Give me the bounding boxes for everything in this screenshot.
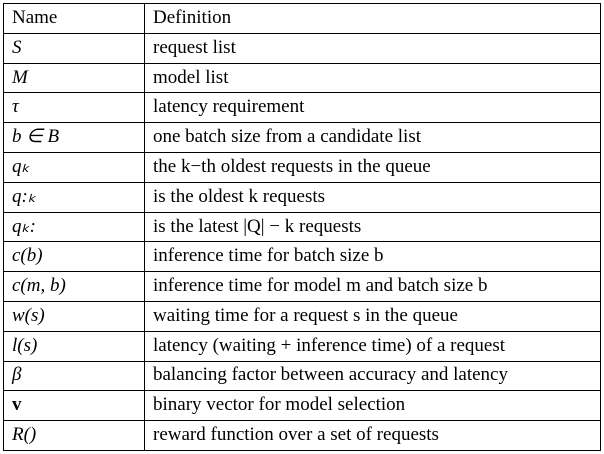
- symbol-cell: b ∈ B: [4, 123, 145, 153]
- definition-cell: binary vector for model selection: [145, 391, 601, 421]
- table-row: [4, 242, 601, 272]
- table-row: [4, 33, 601, 63]
- table-row: [4, 361, 601, 391]
- symbol-cell: β: [4, 361, 145, 391]
- definition-cell: balancing factor between accuracy and latency: [145, 361, 601, 391]
- symbol-cell: q:ₖ: [4, 182, 145, 212]
- symbol-cell: c(b): [4, 242, 145, 272]
- definition-cell: inference time for batch size b: [145, 242, 601, 272]
- symbol-cell: l(s): [4, 331, 145, 361]
- symbol-cell: c(m, b): [4, 272, 145, 302]
- definition-cell: the k−th oldest requests in the queue: [145, 152, 601, 182]
- definition-cell: one batch size from a candidate list: [145, 123, 601, 153]
- definition-cell: is the latest |Q| − k requests: [145, 212, 601, 242]
- table-row: [4, 421, 601, 451]
- column-header-definition: Definition: [145, 4, 601, 34]
- table-row: [4, 182, 601, 212]
- symbol-cell: qₖ: [4, 152, 145, 182]
- symbol-cell: τ: [4, 93, 145, 123]
- definition-cell: latency requirement: [145, 93, 601, 123]
- definition-cell: is the oldest k requests: [145, 182, 601, 212]
- definition-cell: request list: [145, 33, 601, 63]
- definition-cell: reward function over a set of requests: [145, 421, 601, 451]
- symbol-cell: S: [4, 33, 145, 63]
- column-header-name: Name: [4, 4, 145, 34]
- notation-table: [3, 3, 601, 451]
- table-row: [4, 331, 601, 361]
- table-row: [4, 63, 601, 93]
- table-row: [4, 391, 601, 421]
- table-row: [4, 93, 601, 123]
- table-row: [4, 301, 601, 331]
- definition-cell: model list: [145, 63, 601, 93]
- definition-cell: waiting time for a request s in the queue: [145, 301, 601, 331]
- table-row: [4, 123, 601, 153]
- symbol-cell: w(s): [4, 301, 145, 331]
- symbol-cell: M: [4, 63, 145, 93]
- table-row: [4, 272, 601, 302]
- definition-cell: inference time for model m and batch size b: [145, 272, 601, 302]
- symbol-cell: qₖ:: [4, 212, 145, 242]
- table-row: [4, 152, 601, 182]
- table-header-row: [4, 4, 601, 34]
- symbol-cell: R(): [4, 421, 145, 451]
- symbol-cell: v: [4, 391, 145, 421]
- table-row: [4, 212, 601, 242]
- definition-cell: latency (waiting + inference time) of a request: [145, 331, 601, 361]
